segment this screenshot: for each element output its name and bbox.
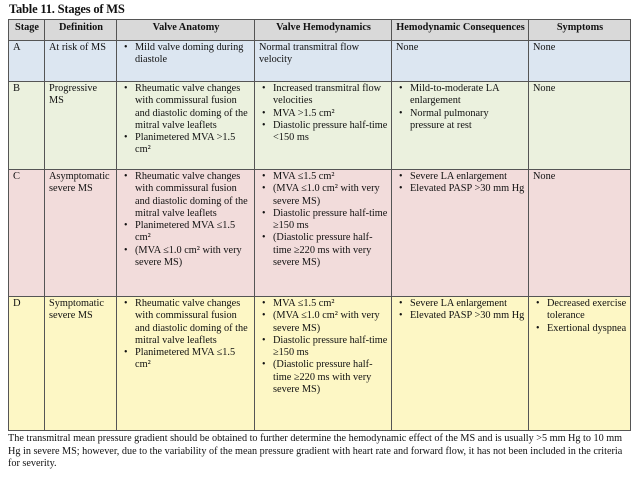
list-item: • (Diastolic pressure half-time ≥220 ms with very severe MS) <box>273 359 388 396</box>
list-item: • Mild valve doming during diastole <box>135 42 251 67</box>
list-item: • Rheumatic valve changes with commissural fusion and diastolic doming of the mitral valve leaflets <box>135 298 251 347</box>
list-item: • Diastolic pressure half-time ≥150 ms <box>273 208 388 233</box>
list-item: • Planimetered MVA >1.5 cm² <box>135 132 251 157</box>
valve-hemodynamics-cell <box>255 82 392 170</box>
list-item: • MVA ≤1.5 cm² <box>273 171 388 183</box>
list-item: • Mild-to-moderate LA enlargement <box>410 83 525 108</box>
stages-table <box>8 19 631 431</box>
list-item: • Severe LA enlargement <box>410 298 525 310</box>
consequences-cell <box>392 82 529 170</box>
list-item: • (Diastolic pressure half-time ≥220 ms with very severe MS) <box>273 232 388 269</box>
consequences-cell <box>392 170 529 297</box>
valve-anatomy-cell <box>117 41 255 82</box>
symptoms-cell: None <box>529 82 631 170</box>
list-item: • MVA >1.5 cm² <box>273 108 388 120</box>
consequences-cell: None <box>392 41 529 82</box>
definition-cell: Progressive MS <box>45 82 117 170</box>
list-item: • Planimetered MVA ≤1.5 cm² <box>135 347 251 372</box>
definition-cell: Asymptomatic severe MS <box>45 170 117 297</box>
header-symptoms: Symptoms <box>529 20 631 41</box>
valve-anatomy-cell <box>117 82 255 170</box>
stage-cell: B <box>9 82 45 170</box>
definition-cell: Symptomatic severe MS <box>45 297 117 431</box>
table-row-stage-c <box>9 170 631 297</box>
list-item: • MVA ≤1.5 cm² <box>273 298 388 310</box>
stage-cell: C <box>9 170 45 297</box>
header-valve-hemodynamics: Valve Hemodynamics <box>255 20 392 41</box>
table-title: Table 11. Stages of MS <box>9 2 125 16</box>
symptoms-cell: None <box>529 170 631 297</box>
valve-hemodynamics-cell <box>255 170 392 297</box>
symptoms-cell <box>529 297 631 431</box>
list-item: • Rheumatic valve changes with commissural fusion and diastolic doming of the mitral valve leaflets <box>135 171 251 220</box>
list-item: • Increased transmitral flow velocities <box>273 83 388 108</box>
valve-hemodynamics-cell <box>255 297 392 431</box>
header-definition: Definition <box>45 20 117 41</box>
header-hemodynamic-consequences: Hemodynamic Consequences <box>392 20 529 41</box>
header-stage: Stage <box>9 20 45 41</box>
valve-anatomy-cell <box>117 297 255 431</box>
table-row-stage-b <box>9 82 631 170</box>
list-item: • Elevated PASP >30 mm Hg <box>410 183 525 195</box>
valve-anatomy-cell <box>117 170 255 297</box>
stage-cell: D <box>9 297 45 431</box>
list-item: • Rheumatic valve changes with commissural fusion and diastolic doming of the mitral valve leaflets <box>135 83 251 132</box>
list-item: • Elevated PASP >30 mm Hg <box>410 310 525 322</box>
symptoms-cell: None <box>529 41 631 82</box>
stage-cell: A <box>9 41 45 82</box>
list-item: • Severe LA enlargement <box>410 171 525 183</box>
table-row-stage-d <box>9 297 631 431</box>
list-item: • (MVA ≤1.0 cm² with very severe MS) <box>273 183 388 208</box>
list-item: • Normal pulmonary pressure at rest <box>410 108 525 133</box>
list-item: • (MVA ≤1.0 cm² with very severe MS) <box>135 245 251 270</box>
header-valve-anatomy: Valve Anatomy <box>117 20 255 41</box>
valve-hemodynamics-cell: Normal transmitral flow velocity <box>255 41 392 82</box>
table-row-stage-a <box>9 41 631 82</box>
list-item: • Diastolic pressure half-time <150 ms <box>273 120 388 145</box>
list-item: • (MVA ≤1.0 cm² with very severe MS) <box>273 310 388 335</box>
header-row <box>9 20 631 41</box>
footnote: The transmitral mean pressure gradient should be obtained to further determine the hemodynamic effect of the MS and is usually >5 mm Hg to 10 mm Hg in severe MS; however, due to the variability of the mean pressure gradient with heart rate and forward flow, it has not been included in the criteria for severity. <box>8 433 623 469</box>
definition-cell: At risk of MS <box>45 41 117 82</box>
list-item: • Diastolic pressure half-time ≥150 ms <box>273 335 388 360</box>
list-item: • Exertional dyspnea <box>547 323 627 335</box>
list-item: • Planimetered MVA ≤1.5 cm² <box>135 220 251 245</box>
list-item: • Decreased exercise tolerance <box>547 298 627 323</box>
consequences-cell <box>392 297 529 431</box>
